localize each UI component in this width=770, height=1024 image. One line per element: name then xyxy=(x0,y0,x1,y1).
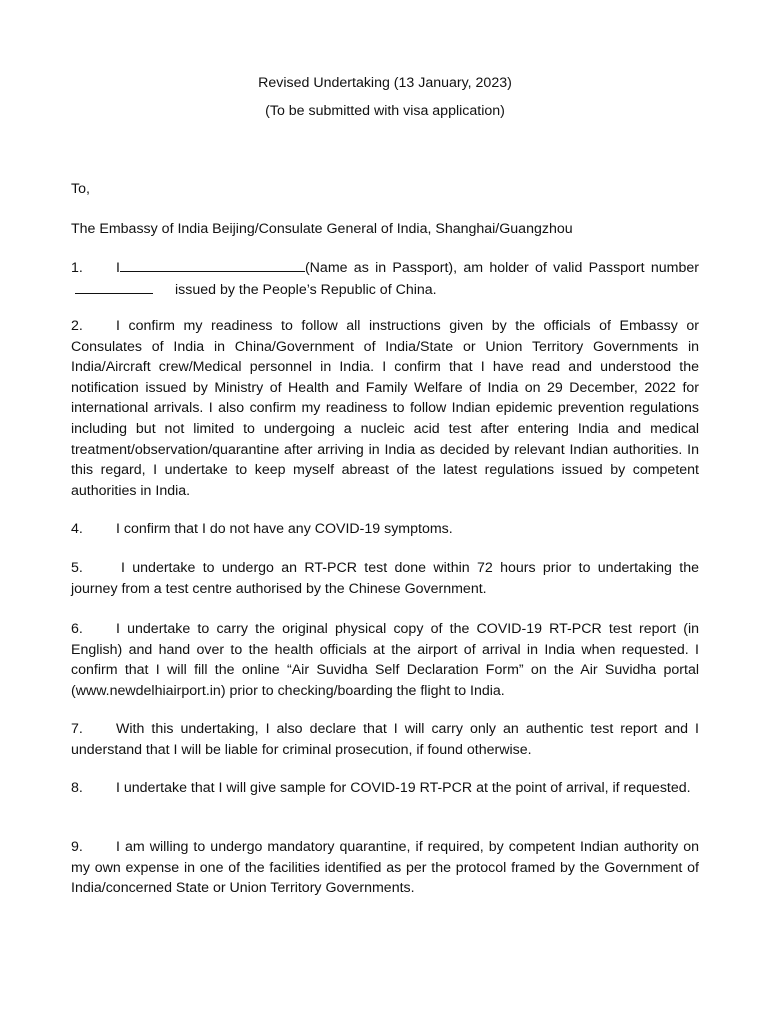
paragraph-7-text: With this undertaking, I also declare that I will carry only an authentic test report and I understand that I will be liable for criminal prosecution, if found otherwise. xyxy=(71,721,699,758)
paragraph-2-text: I confirm my readiness to follow all instructions given by the officials of Embassy or Consulates of India in China/Government of India/State or Union Territory Governments in India/Aircraft crew/Medical personnel in India. I confirm that I have read and understood the notification issued by Ministry of Health and Family Welfare of India on 29 December, 2022 for international arrivals. I also confirm my readiness to follow Indian epidemic prevention regulations including but not limited to undergoing a nucleic acid test after entering India and medical treatment/observation/quarantine after arriving in India as decided by relevant Indian authorities. In this regard, I undertake to keep myself abreast of the latest regulations issued by competent authorities in India. xyxy=(71,318,699,499)
paragraph-number: 4. xyxy=(71,521,83,537)
paragraph-number: 1. xyxy=(71,260,83,276)
pronoun-i: I xyxy=(116,260,120,276)
name-blank-field[interactable] xyxy=(120,257,305,272)
addressee: The Embassy of India Beijing/Consulate General of India, Shanghai/Guangzhou xyxy=(71,221,573,237)
paragraph-5 xyxy=(71,558,699,599)
paragraph-8 xyxy=(71,778,699,799)
paragraph-number: 2. xyxy=(71,318,83,334)
paragraph-1 xyxy=(71,257,699,300)
paragraph-6 xyxy=(71,619,699,701)
paragraph-5-text: I undertake to undergo an RT-PCR test done within 72 hours prior to undertaking the journey from a test centre authorised by the Chinese Government. xyxy=(71,560,699,597)
paragraph-number: 6. xyxy=(71,621,83,637)
passport-number-blank-field[interactable] xyxy=(75,279,153,294)
paragraph-8-text: I undertake that I will give sample for COVID-19 RT-PCR at the point of arrival, if requested. xyxy=(116,780,691,796)
salutation: To, xyxy=(71,181,90,197)
paragraph-1-text: (Name as in Passport), am holder of valid Passport number xyxy=(304,260,699,276)
paragraph-number: 8. xyxy=(71,780,83,796)
paragraph-number: 9. xyxy=(71,839,83,855)
paragraph-1-end-text: issued by the People’s Republic of China. xyxy=(175,281,437,298)
paragraph-9 xyxy=(71,837,699,899)
document-title: Revised Undertaking (13 January, 2023) xyxy=(258,75,512,91)
paragraph-4-text: I confirm that I do not have any COVID-19 symptoms. xyxy=(116,521,453,537)
paragraph-9-text: I am willing to undergo mandatory quarantine, if required, by competent Indian authority on my own expense in one of the facilities identified as per the protocol framed by the Government of India/concerned State or Union Territory Governments. xyxy=(71,839,699,897)
paragraph-4 xyxy=(71,519,699,540)
paragraph-6-text: I undertake to carry the original physical copy of the COVID-19 RT-PCR test report (in English) and hand over to the health officials at the airport of arrival in India when requested. I confirm that I will fill the online “Air Suvidha Self Declaration Form” on the Air Suvidha portal (www.newdelhiairport.in) prior to checking/boarding the flight to India. xyxy=(71,621,699,699)
paragraph-2 xyxy=(71,316,699,501)
paragraph-number: 7. xyxy=(71,721,83,737)
document-subtitle: (To be submitted with visa application) xyxy=(265,103,505,119)
paragraph-7 xyxy=(71,719,699,760)
paragraph-number: 5. xyxy=(71,560,83,576)
